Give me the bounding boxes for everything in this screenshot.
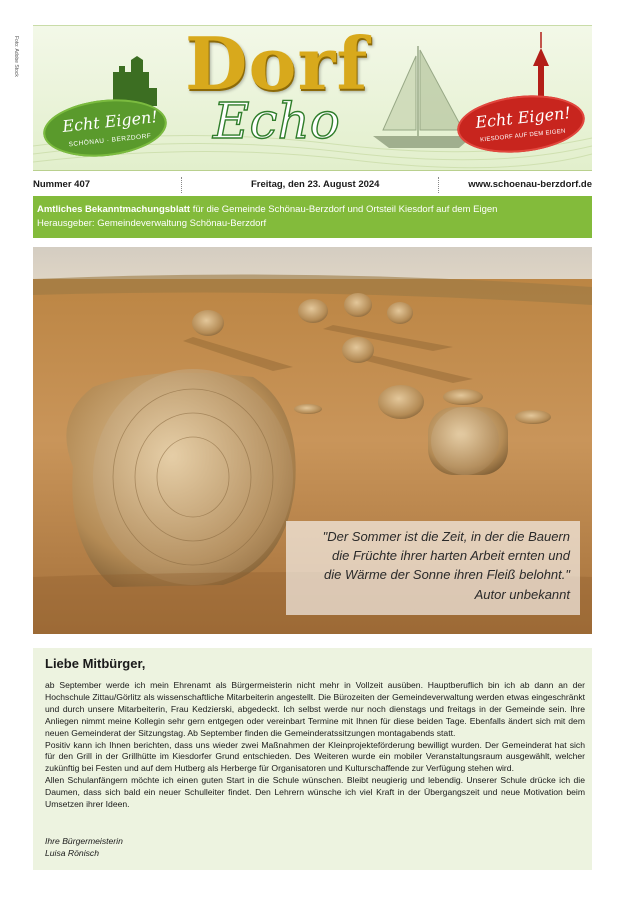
- logo-left-subtitle: SCHÖNAU · BERZDORF: [68, 132, 152, 149]
- quote-box: [286, 521, 580, 615]
- letter-paragraph: Positiv kann ich Ihnen berichten, dass uns wieder zwei Maßnahmen der Kleinprojekteförderung bewilligt wurden. Der Gemeinderat hat sich für den Grill in der Grillhütte im Kiesdorfer Grund entschieden. Des Weiteren wurde ein mobiler Veranstaltungsraum ausgewählt, welcher zukünftig bei Festen und auf dem Hutberg als Herberge für Organisatoren und Kulturschaffende zur Verfügung stehen wird.: [45, 739, 585, 774]
- quote-line: "Der Sommer ist die Zeit, in der die Bauern: [322, 529, 570, 544]
- logo-kiesdorf: [453, 56, 592, 166]
- quote-author: Autor unbekannt: [474, 587, 570, 602]
- mayor-letter: [33, 648, 592, 870]
- quote-line: die Wärme der Sonne ihren Fleiß belohnt.": [324, 567, 570, 582]
- banner-line-1: Amtliches Bekanntmachungsblatt für die Gemeinde Schönau-Berzdorf und Ortsteil Kiesdorf auf dem Eigen: [37, 204, 498, 215]
- website-link[interactable]: www.schoenau-berzdorf.de: [468, 179, 592, 190]
- foreground-bale: [66, 369, 295, 587]
- divider: [438, 177, 439, 193]
- masthead-subtitle: Echo: [213, 92, 340, 150]
- midground-bale: [428, 407, 508, 475]
- letter-paragraph: Allen Schulanfängern möchte ich einen guten Start in die Schule wünschen. Bleibt neugierig und lebendig. Unserer Schule drücke ich die Daumen, dass sich bald ein neuer Schulleiter findet. Den Lehrern wünsche ich viel Kraft in der Übergangszeit und neue Motivation beim Umsetzen ihrer Ideen.: [45, 775, 585, 810]
- divider: [181, 177, 182, 193]
- letter-paragraph: ab September werde ich mein Ehrenamt als Bürgermeisterin nicht mehr in Vollzeit ausüben. Hauptberuflich bin ich ab dann an der Hochschule Zittau/Görlitz als wissenschaftliche Mitarbeiterin angestellt. Die Bürozeiten der Gemeindeverwaltung werden etwas eingeschränkt und durch unsere Mitarbeiterin, Frau Kedzierski, abgedeckt. Ich selbst werde nur noch dienstags und freitags in der Gemeinde sein. Ihre Anliegen nimmt meine Kollegin sehr gern entgegen oder vereinbart Termine mit Ihnen für diese beiden Tage. Ebenfalls ändert sich mit dem neuen Gemeinderat der Sitzungstag. Ab September finden die Gemeinderatssitzungen montagabends statt.: [45, 680, 585, 738]
- signature-name: Luisa Rönisch: [45, 847, 99, 858]
- letter-body: [45, 680, 585, 811]
- closing: Ihre Bürgermeisterin: [45, 836, 123, 846]
- masthead-title: Dorf: [185, 25, 369, 106]
- quote-line: die Früchte ihrer harten Arbeit ernten und: [332, 548, 570, 563]
- issue-number: Nummer 407: [33, 179, 91, 190]
- letter-heading: Liebe Mitbürger,: [45, 656, 146, 671]
- logo-schoenau-berzdorf: [41, 82, 171, 162]
- logo-right-subtitle: KIESDORF AUF DEM EIGEN: [479, 128, 567, 144]
- logo-right-title: Echt Eigen!: [474, 103, 572, 132]
- issue-date: Freitag, den 23. August 2024: [251, 179, 380, 190]
- hay-bales-photo: [33, 247, 592, 634]
- issue-info-bar: [33, 177, 592, 193]
- banner-line-2: Herausgeber: Gemeindeverwaltung Schönau-Berzdorf: [37, 218, 267, 229]
- masthead: [33, 25, 592, 171]
- letter-signature: [45, 836, 123, 860]
- logo-left-title: Echt Eigen!: [61, 107, 159, 136]
- official-notice-banner: [33, 196, 592, 238]
- photo-credit: Foto: Adobe Stock: [13, 36, 19, 77]
